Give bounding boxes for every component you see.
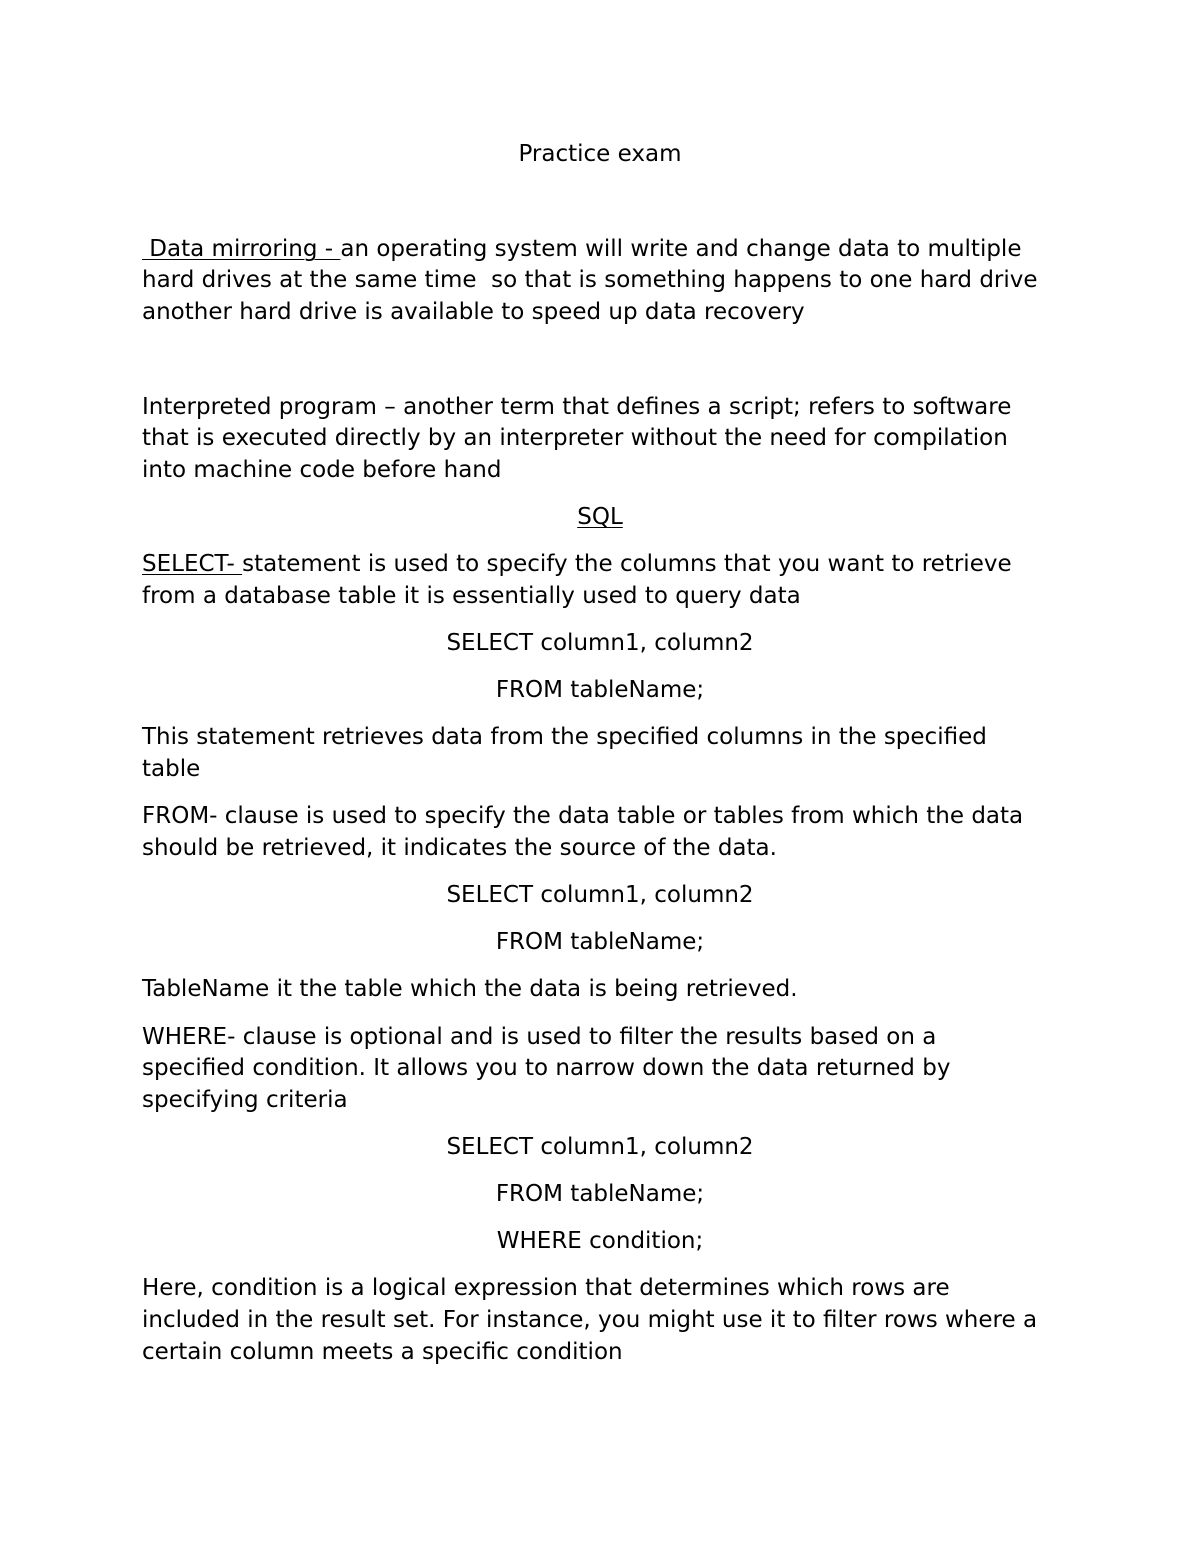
where-code-line-2: FROM tableName; <box>495 1181 705 1207</box>
where-line-2: specified condition. It allows you to narrow down the data returned by <box>142 1055 951 1081</box>
where-line-1: WHERE- clause is optional and is used to filter the results based on a <box>142 1024 937 1050</box>
where-note-line-3: certain column meets a specific condition <box>142 1339 623 1365</box>
from-line-2: should be retrieved, it indicates the source of the data. <box>142 835 777 861</box>
page-title: Practice exam <box>518 141 682 167</box>
interpreted-program-line-1: Interpreted program – another term that defines a script; refers to software <box>142 394 1012 420</box>
from-code-line-1: SELECT column1, column2 <box>446 882 754 908</box>
from-line-1: FROM- clause is used to specify the data table or tables from which the data <box>142 803 1024 829</box>
sql-heading: SQL <box>577 504 623 530</box>
interpreted-program-line-3: into machine code before hand <box>142 457 502 483</box>
data-mirroring-line-2: hard drives at the same time so that is something happens to one hard drive <box>142 267 1038 293</box>
select-term: SELECT- <box>142 551 243 577</box>
interpreted-program-line-2: that is executed directly by an interpreter without the need for compilation <box>142 425 1008 451</box>
data-mirroring-line-1 <box>142 234 1072 266</box>
where-note-line-2: included in the result set. For instance, you might use it to filter rows where a <box>142 1307 1038 1333</box>
select-definition: statement is used to specify the columns that you want to retrieve <box>242 551 1012 577</box>
select-line-1 <box>142 549 1072 581</box>
where-line-3: specifying criteria <box>142 1087 348 1113</box>
data-mirroring-definition: an operating system will write and change data to multiple <box>340 236 1022 262</box>
from-note: TableName it the table which the data is being retrieved. <box>142 976 798 1002</box>
where-code-line-1: SELECT column1, column2 <box>446 1134 754 1160</box>
select-code-line-2: FROM tableName; <box>495 677 705 703</box>
select-note-line-1: This statement retrieves data from the specified columns in the specified <box>142 724 987 750</box>
where-code-line-3: WHERE condition; <box>496 1228 704 1254</box>
from-code-line-2: FROM tableName; <box>495 929 705 955</box>
data-mirroring-term: Data mirroring - <box>142 236 341 262</box>
where-note-line-1: Here, condition is a logical expression that determines which rows are <box>142 1275 950 1301</box>
select-line-2: from a database table it is essentially used to query data <box>142 583 801 609</box>
select-code-line-1: SELECT column1, column2 <box>446 630 754 656</box>
select-note-line-2: table <box>142 756 201 782</box>
data-mirroring-line-3: another hard drive is available to speed up data recovery <box>142 299 805 325</box>
